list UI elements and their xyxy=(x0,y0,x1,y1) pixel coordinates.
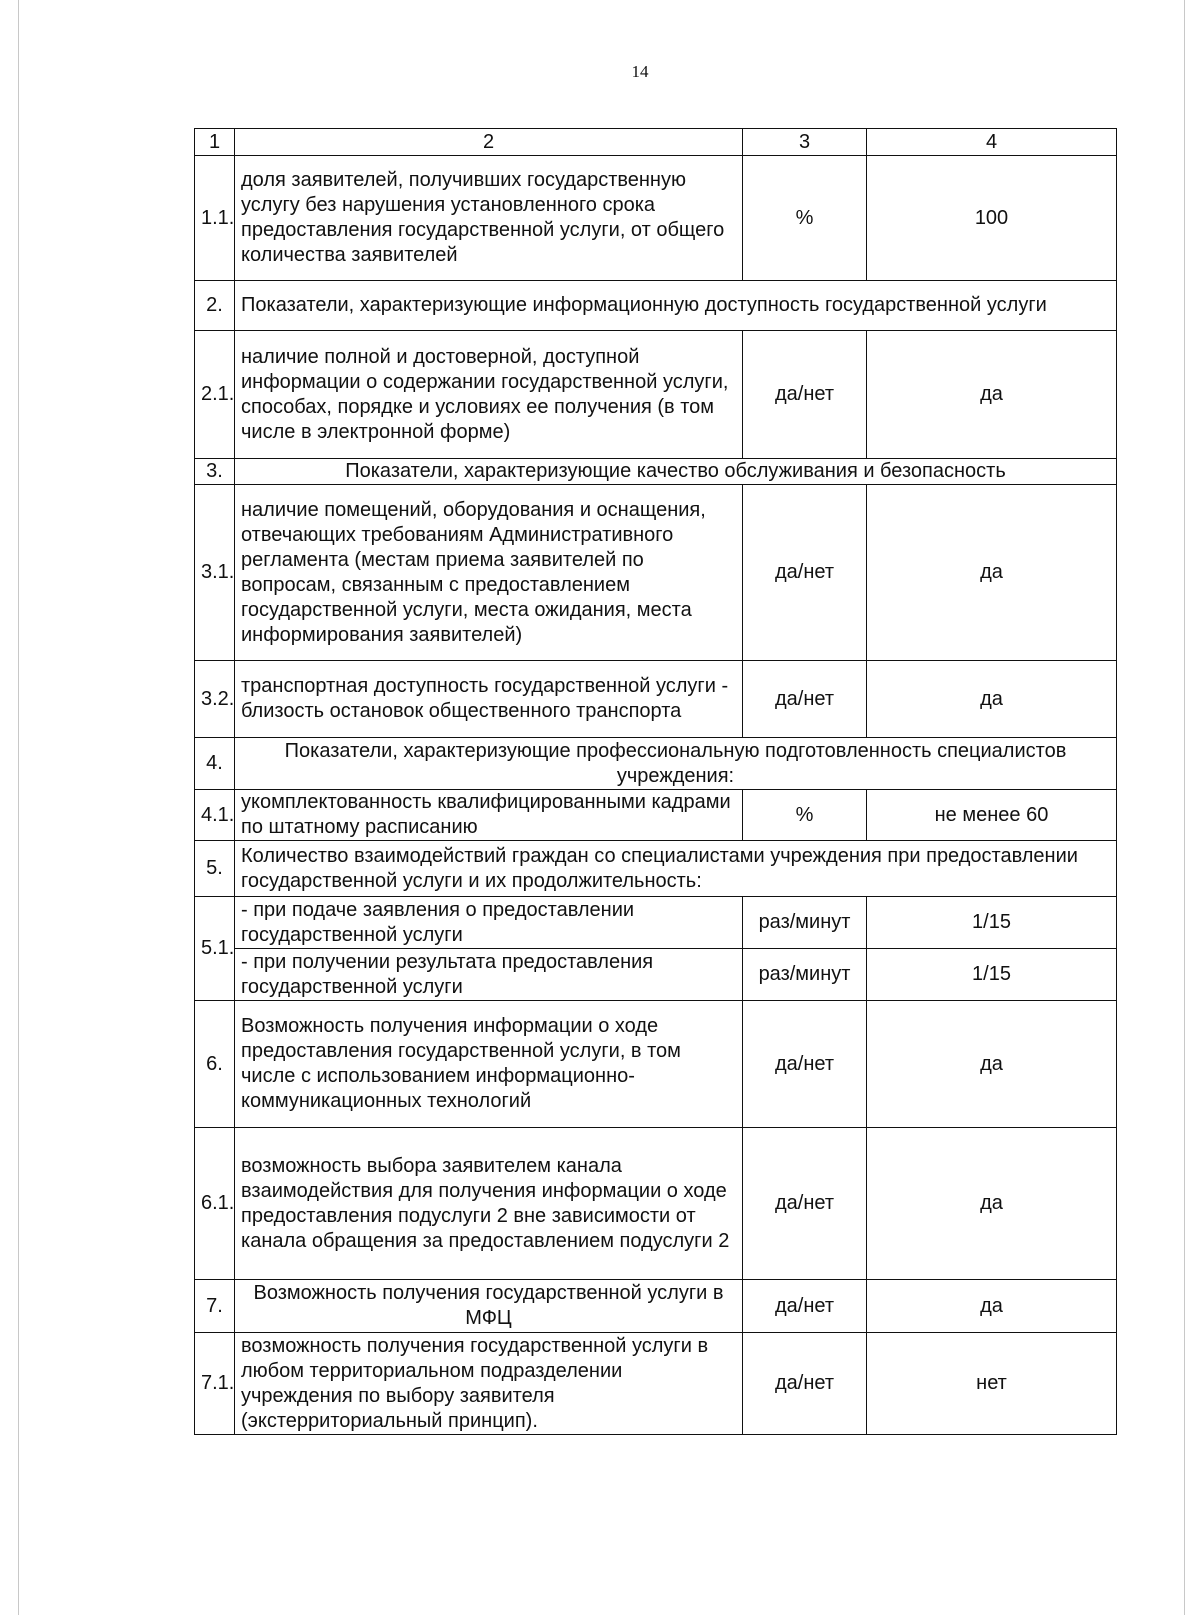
table-row xyxy=(195,1001,1117,1128)
section-heading: Показатели, характеризующие качество обслуживания и безопасность xyxy=(235,459,1117,485)
row-number: 4.1. xyxy=(195,790,235,841)
row-number: 3.1. xyxy=(195,485,235,661)
row-number: 2. xyxy=(195,281,235,331)
unit-cell: раз/минут xyxy=(743,949,867,1001)
table-header-row xyxy=(195,129,1117,156)
table-row xyxy=(195,1128,1117,1280)
row-number: 7. xyxy=(195,1280,235,1333)
unit-cell: раз/минут xyxy=(743,897,867,949)
unit-cell: да/нет xyxy=(743,485,867,661)
value-cell: да xyxy=(867,661,1117,738)
row-number: 3.2. xyxy=(195,661,235,738)
row-number: 3. xyxy=(195,459,235,485)
unit-cell: % xyxy=(743,156,867,281)
indicator-text: Возможность получения информации о ходе предоставления государственной услуги, в том числе с использованием информационно-коммуникационных технологий xyxy=(235,1001,743,1128)
indicator-text: транспортная доступность государственной услуги - близость остановок общественного транспорта xyxy=(235,661,743,738)
unit-cell: да/нет xyxy=(743,1333,867,1435)
section-heading: Количество взаимодействий граждан со специалистами учреждения при предоставлении государственной услуги и их продолжительность: xyxy=(235,841,1117,897)
section-row xyxy=(195,459,1117,485)
value-cell: да xyxy=(867,1280,1117,1333)
unit-cell: да/нет xyxy=(743,661,867,738)
table-row xyxy=(195,156,1117,281)
row-number: 7.1. xyxy=(195,1333,235,1435)
table-row xyxy=(195,331,1117,459)
table-row xyxy=(195,485,1117,661)
unit-cell: да/нет xyxy=(743,331,867,459)
row-number: 5. xyxy=(195,841,235,897)
section-heading: Показатели, характеризующие информационную доступность государственной услуги xyxy=(235,281,1117,331)
value-cell: 1/15 xyxy=(867,949,1117,1001)
unit-cell: да/нет xyxy=(743,1280,867,1333)
indicator-text: наличие помещений, оборудования и оснащения, отвечающих требованиям Административного регламента (местам приема заявителей по вопросам, связанным с предоставлением государственной услуги, места ожидания, места информирования заявителей) xyxy=(235,485,743,661)
indicator-text: возможность получения государственной услуги в любом территориальном подразделении учреждения по выбору заявителя (экстерриториальный принцип). xyxy=(235,1333,743,1435)
value-cell: не менее 60 xyxy=(867,790,1117,841)
value-cell: да xyxy=(867,485,1117,661)
table-row xyxy=(195,790,1117,841)
table-row xyxy=(195,897,1117,949)
value-cell: да xyxy=(867,331,1117,459)
indicator-text: доля заявителей, получивших государственную услугу без нарушения установленного срока предоставления государственной услуги, от общего количества заявителей xyxy=(235,156,743,281)
scan-edge-left xyxy=(18,0,19,1615)
indicator-text: - при подаче заявления о предоставлении государственной услуги xyxy=(235,897,743,949)
page-number: 14 xyxy=(631,62,649,81)
value-cell: 100 xyxy=(867,156,1117,281)
value-cell: да xyxy=(867,1001,1117,1128)
scan-edge-right xyxy=(1184,0,1185,1615)
table-row xyxy=(195,661,1117,738)
indicator-text: Возможность получения государственной услуги в МФЦ xyxy=(235,1280,743,1333)
table-row xyxy=(195,1333,1117,1435)
header-cell-4: 4 xyxy=(867,129,1117,156)
header-cell-1: 1 xyxy=(195,129,235,156)
section-row xyxy=(195,841,1117,897)
row-number: 5.1. xyxy=(195,897,235,1001)
section-row xyxy=(195,738,1117,790)
row-number: 1.1. xyxy=(195,156,235,281)
row-number: 2.1. xyxy=(195,331,235,459)
value-cell: 1/15 xyxy=(867,897,1117,949)
value-cell: нет xyxy=(867,1333,1117,1435)
row-number: 6.1. xyxy=(195,1128,235,1280)
row-number: 6. xyxy=(195,1001,235,1128)
row-number: 4. xyxy=(195,738,235,790)
unit-cell: да/нет xyxy=(743,1128,867,1280)
value-cell: да xyxy=(867,1128,1117,1280)
table-row xyxy=(195,949,1117,1001)
indicators-table xyxy=(194,128,1117,1435)
table-row xyxy=(195,1280,1117,1333)
indicator-text: возможность выбора заявителем канала взаимодействия для получения информации о ходе предоставления подуслуги 2 вне зависимости от канала обращения за предоставлением подуслуги 2 xyxy=(235,1128,743,1280)
header-cell-3: 3 xyxy=(743,129,867,156)
header-cell-2: 2 xyxy=(235,129,743,156)
indicator-text: наличие полной и достоверной, доступной информации о содержании государственной услуги, способах, порядке и условиях ее получения (в том числе в электронной форме) xyxy=(235,331,743,459)
indicator-text: укомплектованность квалифицированными кадрами по штатному расписанию xyxy=(235,790,743,841)
unit-cell: да/нет xyxy=(743,1001,867,1128)
unit-cell: % xyxy=(743,790,867,841)
indicator-text: - при получении результата предоставления государственной услуги xyxy=(235,949,743,1001)
section-row xyxy=(195,281,1117,331)
section-heading: Показатели, характеризующие профессиональную подготовленность специалистов учреждения: xyxy=(235,738,1117,790)
